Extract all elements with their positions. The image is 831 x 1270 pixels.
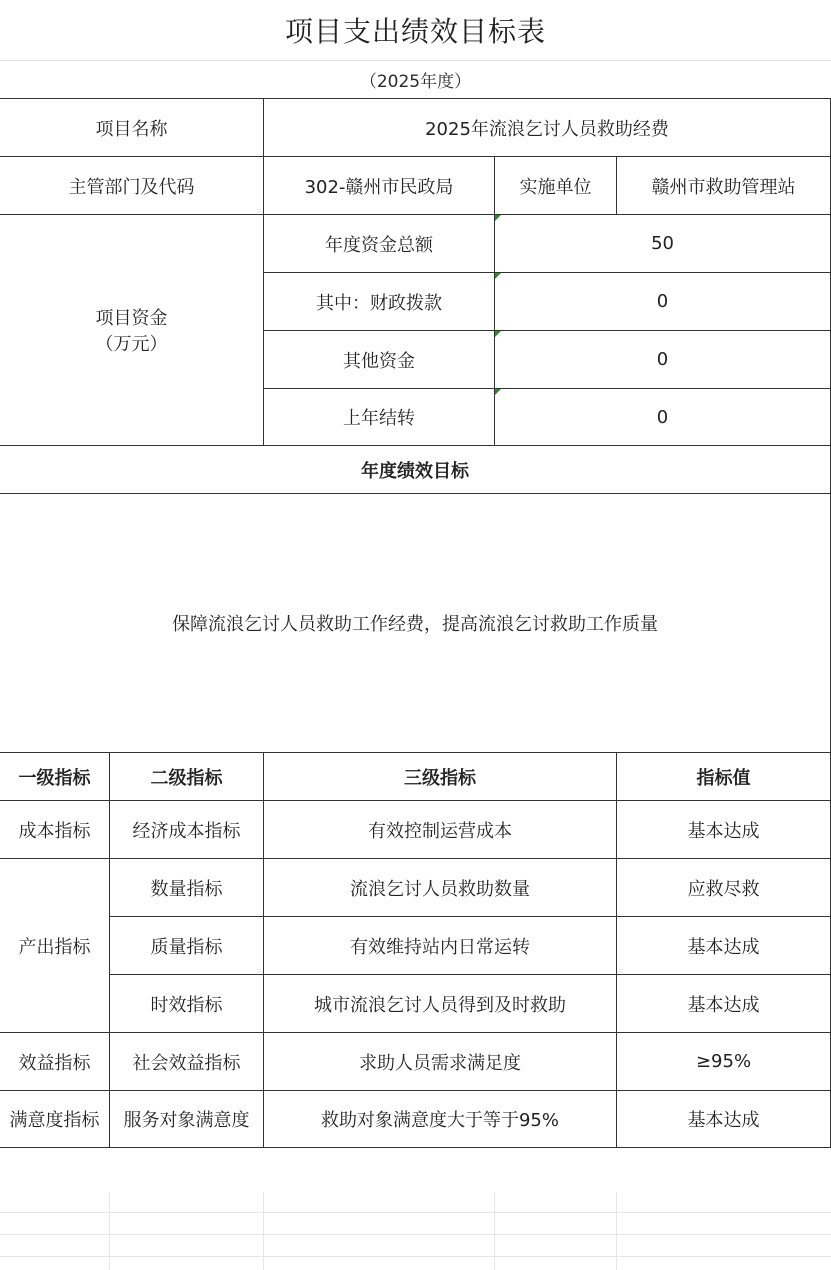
annual-goal-header-row <box>0 446 831 494</box>
level1-cell[interactable]: 效益指标 <box>0 1033 110 1091</box>
table-row <box>0 859 831 917</box>
fund-label-other[interactable]: 其他资金 <box>264 331 495 389</box>
level3-cell[interactable]: 有效维持站内日常运转 <box>264 917 617 975</box>
level1-cell[interactable]: 满意度指标 <box>0 1091 110 1148</box>
level2-cell[interactable]: 服务对象满意度 <box>110 1091 264 1148</box>
annual-goal-text-row <box>0 494 831 753</box>
annual-goal-text[interactable]: 保障流浪乞讨人员救助工作经费，提高流浪乞讨救助工作质量 <box>0 494 831 753</box>
level3-cell[interactable]: 流浪乞讨人员救助数量 <box>264 859 617 917</box>
level3-cell[interactable]: 救助对象满意度大于等于95% <box>264 1091 617 1148</box>
level3-cell[interactable]: 有效控制运营成本 <box>264 801 617 859</box>
annual-goal-header[interactable]: 年度绩效目标 <box>0 446 831 494</box>
header-value[interactable]: 指标值 <box>617 753 831 801</box>
sheet-title: 项目支出绩效目标表 <box>0 0 831 61</box>
grid-line <box>494 1192 495 1270</box>
value-cell[interactable]: ≥95% <box>617 1033 831 1091</box>
funds-unit-text: （万元） <box>95 334 168 355</box>
grid-line <box>0 1256 831 1257</box>
fund-label-total[interactable]: 年度资金总额 <box>264 215 495 273</box>
implementing-unit-label[interactable]: 实施单位 <box>495 157 617 215</box>
department-value[interactable]: 302-赣州市民政局 <box>264 157 495 215</box>
table-row <box>0 1033 831 1091</box>
fund-value-fiscal[interactable]: 0 <box>495 273 831 331</box>
level2-cell[interactable]: 时效指标 <box>110 975 264 1033</box>
project-name-label[interactable]: 项目名称 <box>0 99 264 157</box>
funds-label-text: 项目资金 <box>95 308 168 329</box>
value-cell[interactable]: 基本达成 <box>617 917 831 975</box>
grid-line <box>109 1192 110 1270</box>
fund-label-carryover[interactable]: 上年结转 <box>264 389 495 446</box>
level2-cell[interactable]: 社会效益指标 <box>110 1033 264 1091</box>
empty-spreadsheet-grid <box>0 1192 831 1270</box>
level2-cell[interactable]: 数量指标 <box>110 859 264 917</box>
department-label[interactable]: 主管部门及代码 <box>0 157 264 215</box>
project-name-row <box>0 99 831 157</box>
grid-line <box>616 1192 617 1270</box>
target-table <box>0 98 831 1148</box>
grid-line <box>263 1192 264 1270</box>
project-funds-label[interactable] <box>0 215 264 446</box>
fund-value-carryover[interactable]: 0 <box>495 389 831 446</box>
fund-value-other[interactable]: 0 <box>495 331 831 389</box>
grid-line <box>0 1234 831 1235</box>
level2-cell[interactable]: 质量指标 <box>110 917 264 975</box>
level3-cell[interactable]: 城市流浪乞讨人员得到及时救助 <box>264 975 617 1033</box>
table-row <box>0 975 831 1033</box>
fund-label-fiscal[interactable]: 其中：财政拨款 <box>264 273 495 331</box>
level2-cell[interactable]: 经济成本指标 <box>110 801 264 859</box>
table-row <box>0 917 831 975</box>
header-level2[interactable]: 二级指标 <box>110 753 264 801</box>
table-row <box>0 1091 831 1148</box>
department-row <box>0 157 831 215</box>
implementing-unit-value[interactable]: 赣州市救助管理站 <box>617 157 831 215</box>
table-row <box>0 801 831 859</box>
level1-cell[interactable]: 产出指标 <box>0 859 110 1033</box>
header-level3[interactable]: 三级指标 <box>264 753 617 801</box>
value-cell[interactable]: 应救尽救 <box>617 859 831 917</box>
grid-line <box>0 1212 831 1213</box>
fiscal-year: （2025年度） <box>359 71 472 92</box>
indicator-header-row <box>0 753 831 801</box>
fund-value-total[interactable]: 50 <box>495 215 831 273</box>
header-level1[interactable]: 一级指标 <box>0 753 110 801</box>
level3-cell[interactable]: 求助人员需求满足度 <box>264 1033 617 1091</box>
project-name-value[interactable]: 2025年流浪乞讨人员救助经费 <box>264 99 831 157</box>
level1-cell[interactable]: 成本指标 <box>0 801 110 859</box>
value-cell[interactable]: 基本达成 <box>617 1091 831 1148</box>
fund-row-total <box>0 215 831 273</box>
value-cell[interactable]: 基本达成 <box>617 801 831 859</box>
value-cell[interactable]: 基本达成 <box>617 975 831 1033</box>
